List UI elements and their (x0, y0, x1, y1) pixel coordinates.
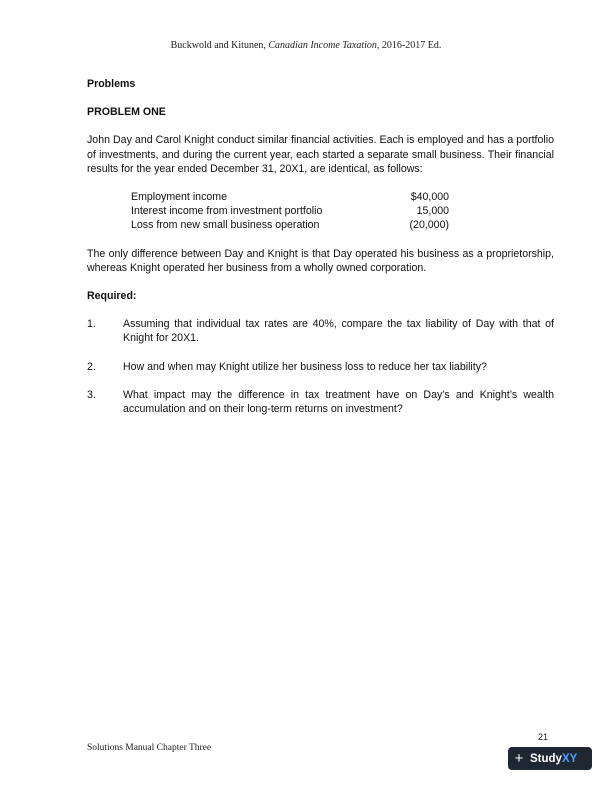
question-text: How and when may Knight utilize her business loss to reduce her tax liability? (123, 360, 487, 373)
row-amount: (20,000) (409, 219, 449, 232)
footer-text: Solutions Manual Chapter Three (87, 743, 212, 753)
header-edition: 2016-2017 Ed. (379, 40, 442, 51)
row-amount: $40,000 (410, 191, 449, 204)
question-item (87, 388, 554, 416)
badge-xy-text: XY (561, 752, 578, 765)
table-row (131, 190, 449, 204)
page-content (87, 77, 554, 416)
section-title: Problems (87, 78, 136, 90)
row-amount: 15,000 (416, 205, 449, 218)
required-heading: Required: (87, 290, 137, 303)
studyxy-badge[interactable] (508, 747, 592, 770)
row-label: Employment income (131, 191, 227, 204)
difference-paragraph: The only difference between Day and Knight is that Day operated his business as a proprietorship, whereas Knight operated her business from a wholly owned corporation. (87, 247, 554, 274)
question-text: What impact may the difference in tax treatment have on Day’s and Knight’s wealth accumulation and on their long-term returns on investment? (123, 388, 554, 416)
question-text: Assuming that individual tax rates are 40%, compare the tax liability of Day with that of Knight for 20X1. (123, 318, 554, 345)
row-label: Interest income from investment portfolio (131, 205, 323, 218)
plus-icon: + (514, 750, 524, 767)
running-header (0, 40, 612, 51)
financial-results-table (131, 190, 449, 233)
table-row (131, 218, 449, 232)
question-item (87, 317, 554, 345)
header-authors: Buckwold and Kitunen, (170, 40, 269, 51)
question-number: 3. (87, 388, 96, 401)
row-label: Loss from new small business operation (131, 219, 320, 232)
intro-paragraph: John Day and Carol Knight conduct similar financial activities. Each is employed and has a portfolio of investments, and during the current year, each started a separate small business. Their financial results for the year ended December 31, 20X1, are identical, as follows: (87, 134, 554, 175)
question-number: 1. (87, 318, 96, 331)
question-number: 2. (87, 360, 96, 373)
question-item (87, 360, 554, 374)
badge-study-text: Study (530, 752, 562, 765)
problem-title: PROBLEM ONE (87, 106, 166, 119)
header-book-title: Canadian Income Taxation, (268, 40, 380, 51)
page-number: 21 (538, 732, 549, 742)
table-row (131, 204, 449, 218)
